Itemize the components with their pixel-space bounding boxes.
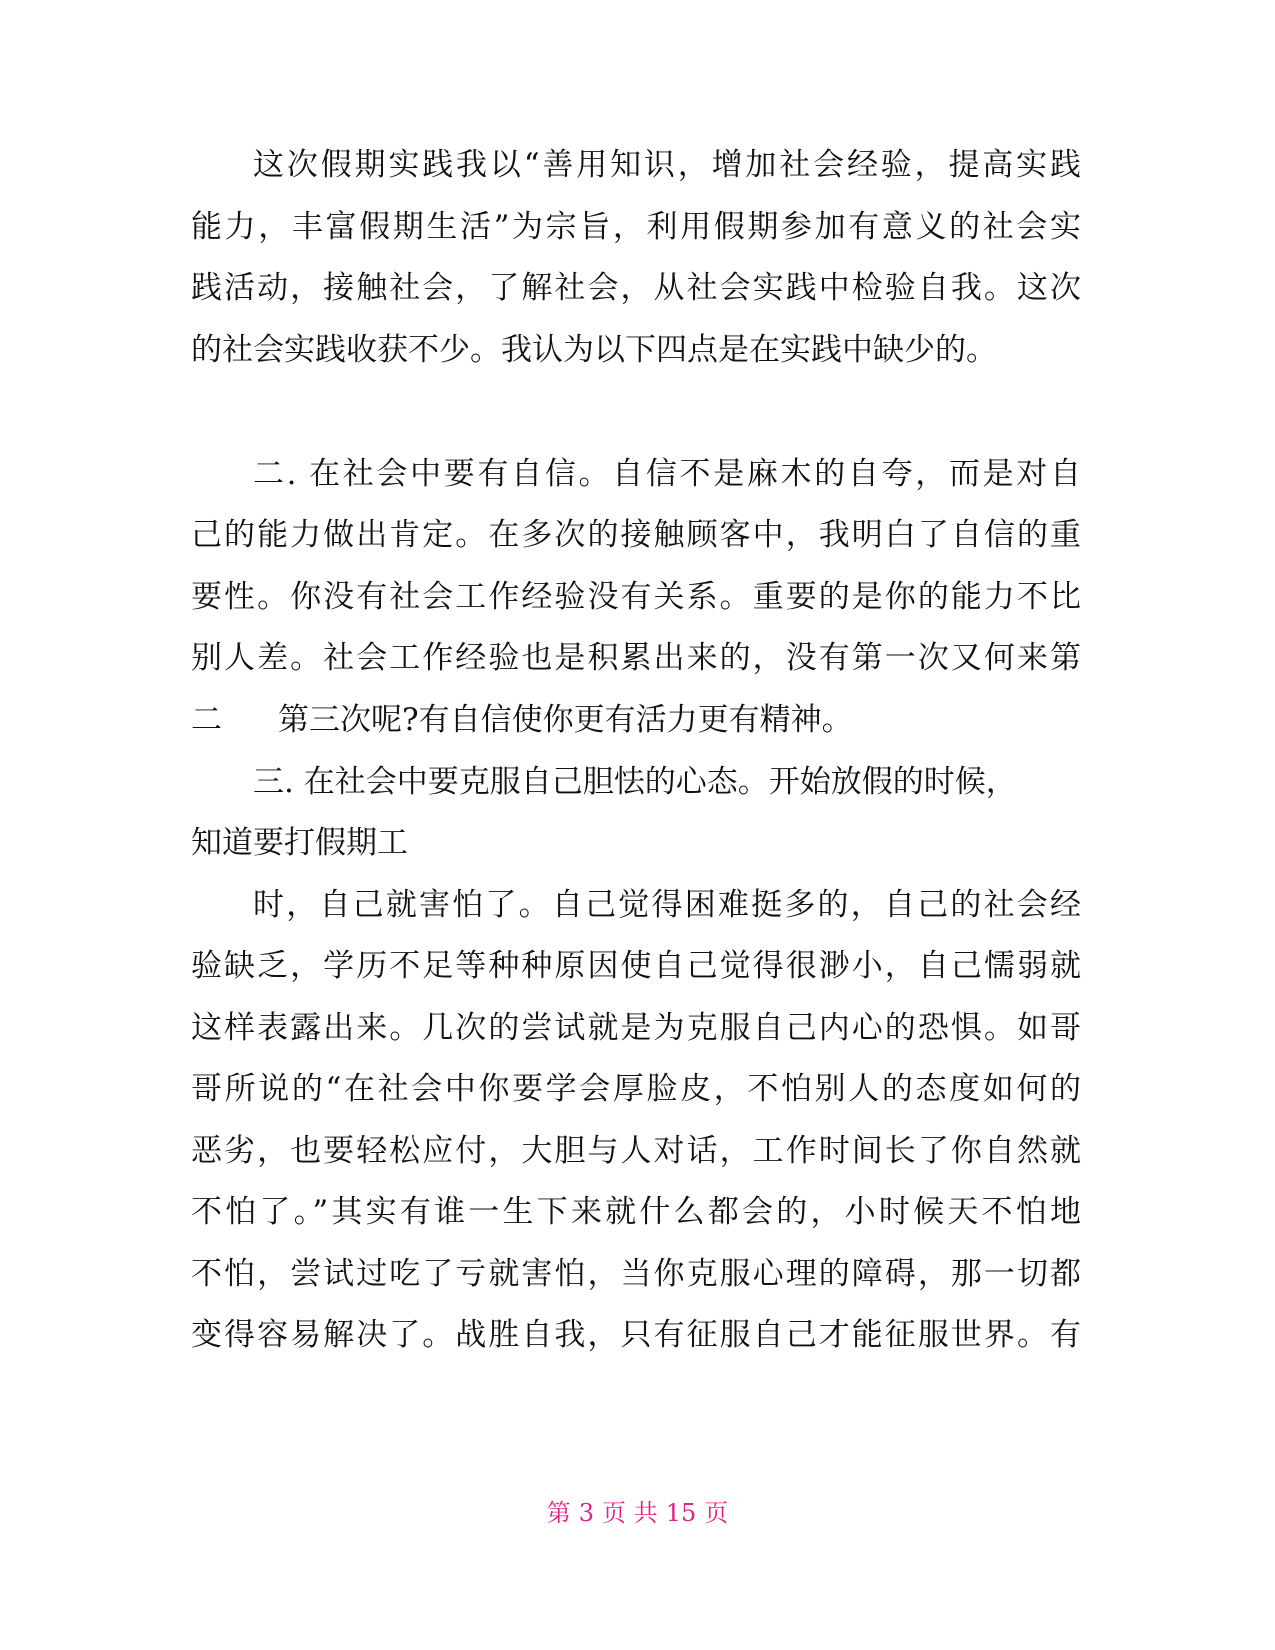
- paragraph-2-line-2: 己的能力做出肯定。在多次的接触顾客中，我明白了自信的重: [191, 517, 1081, 553]
- current-page-number: 3: [578, 1499, 595, 1527]
- footer-prefix: 第: [546, 1499, 571, 1527]
- paragraph-4-line-5: 恶劣，也要轻松应付，大胆与人对话，工作时间长了你自然就: [191, 1133, 1081, 1169]
- paragraph-4-line-4: 哥所说的“在社会中你要学会厚脸皮，不怕别人的态度如何的: [191, 1071, 1081, 1107]
- paragraph-4-line-1: 时，自己就害怕了。自己觉得困难挺多的，自己的社会经: [253, 887, 1081, 923]
- paragraph-2-line-5-end: 第三次呢?有自信使你更有活力更有精神。: [278, 702, 853, 738]
- paragraph-4-line-6: 不怕了。”其实有谁一生下来就什么都会的，小时候天不怕地: [191, 1194, 1081, 1230]
- footer-middle: 页 共: [602, 1499, 658, 1527]
- paragraph-1-line-3: 践活动，接触社会，了解社会，从社会实践中检验自我。这次: [191, 270, 1081, 306]
- paragraph-4-line-3: 这样表露出来。几次的尝试就是为克服自己内心的恐惧。如哥: [191, 1010, 1081, 1046]
- paragraph-4-line-8: 变得容易解决了。战胜自我，只有征服自己才能征服世界。有: [191, 1317, 1081, 1353]
- paragraph-2-line-5-start: 二: [191, 702, 222, 738]
- paragraph-1-line-4: 的社会实践收获不少。我认为以下四点是在实践中缺少的。: [191, 332, 997, 368]
- paragraph-3-line-1: 三. 在社会中要克服自己胆怯的心态。开始放假的时候，: [253, 764, 1017, 800]
- paragraph-2-line-1: 二. 在社会中要有自信。自信不是麻木的自夸，而是对自: [253, 456, 1081, 492]
- paragraph-2-line-4: 别人差。社会工作经验也是积累出来的，没有第一次又何来第: [191, 640, 1081, 676]
- paragraph-4-line-2: 验缺乏，学历不足等种种原因使自己觉得很渺小，自己懦弱就: [191, 948, 1081, 984]
- page-footer: [0, 1498, 1275, 1528]
- paragraph-1-line-1: 这次假期实践我以“善用知识，增加社会经验，提高实践: [253, 147, 1081, 183]
- paragraph-3-line-2: 知道要打假期工: [191, 825, 408, 861]
- paragraph-2-line-5: [191, 700, 1081, 740]
- paragraph-2-line-3: 要性。你没有社会工作经验没有关系。重要的是你的能力不比: [191, 579, 1081, 615]
- paragraph-4-line-7: 不怕，尝试过吃了亏就害怕，当你克服心理的障碍，那一切都: [191, 1256, 1081, 1292]
- paragraph-1-line-2: 能力，丰富假期生活”为宗旨，利用假期参加有意义的社会实: [191, 209, 1081, 245]
- total-pages-number: 15: [665, 1499, 697, 1527]
- footer-suffix: 页: [704, 1499, 729, 1527]
